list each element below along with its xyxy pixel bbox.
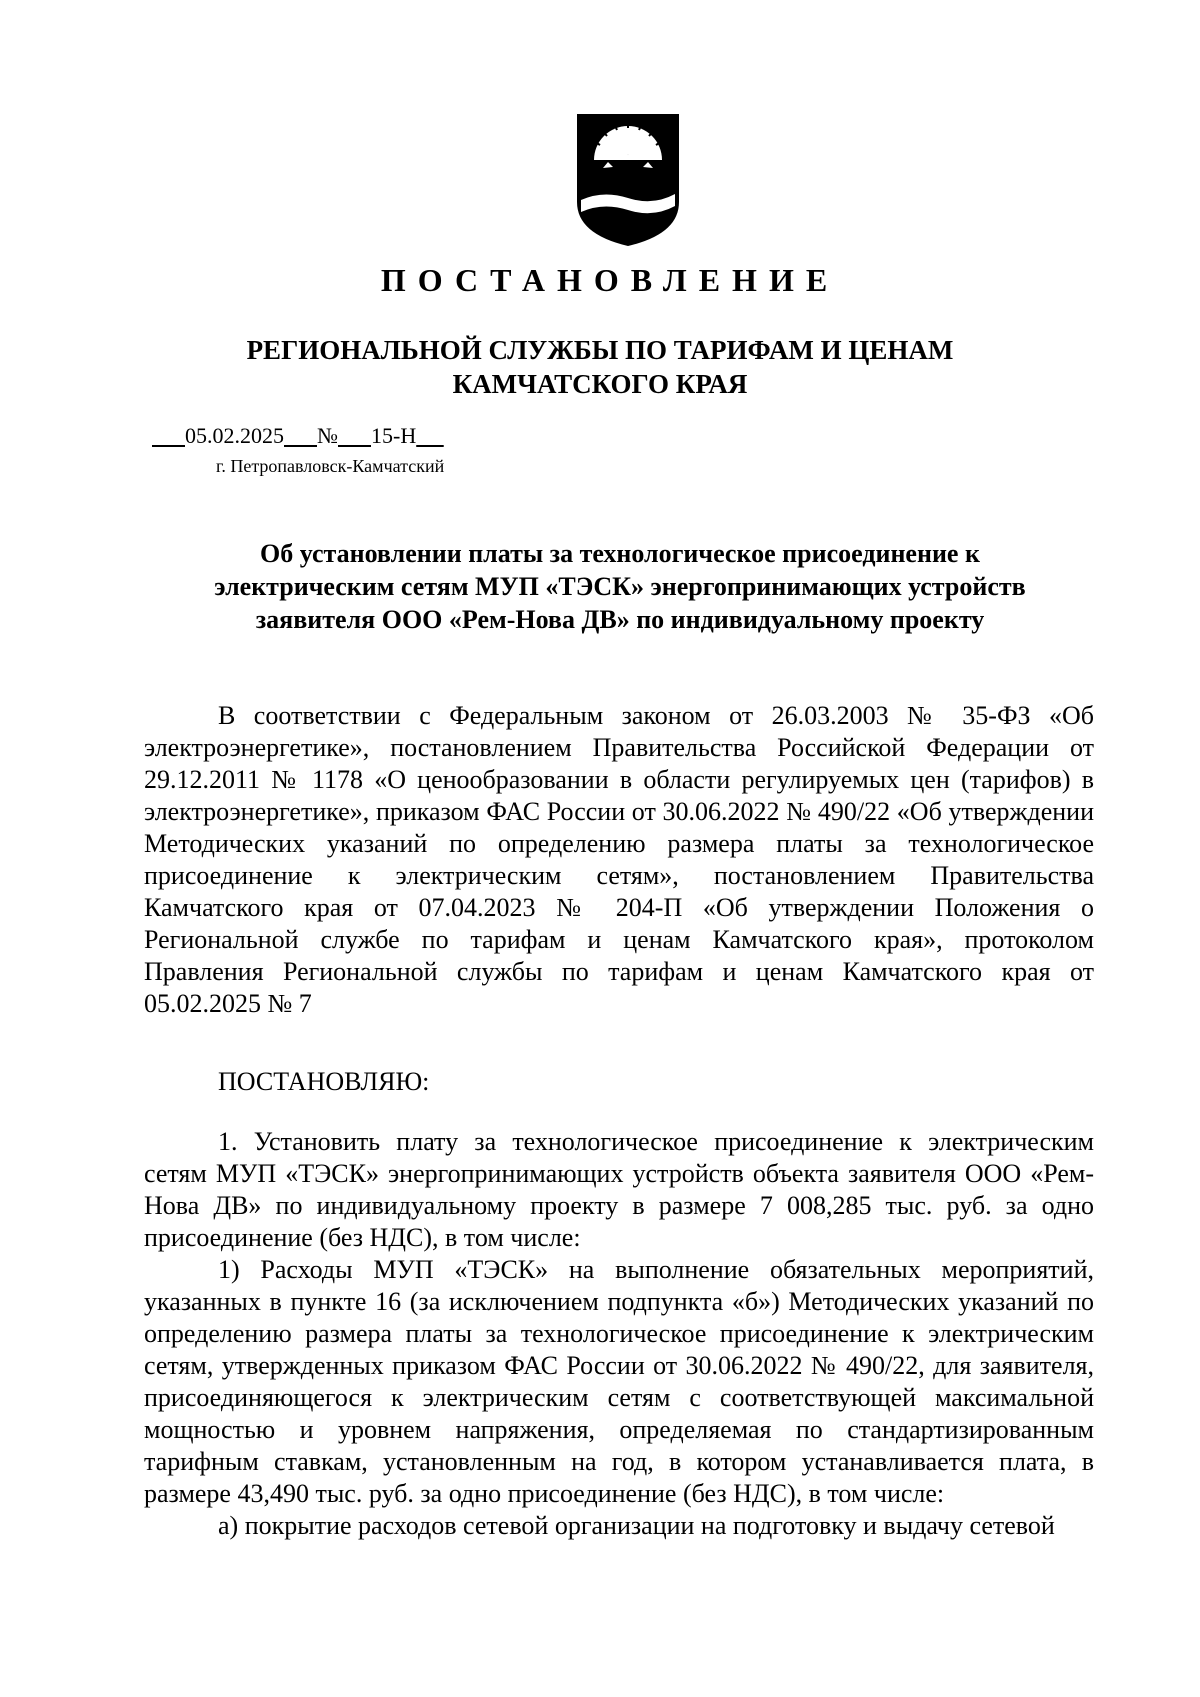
authority-line-1: РЕГИОНАЛЬНОЙ СЛУЖБЫ ПО ТАРИФАМ И ЦЕНАМ (246, 335, 954, 365)
issuing-authority (0, 333, 1200, 401)
preamble-text: В соответствии с Федеральным законом от 26.03.2003 № 35-ФЗ «Об электроэнергетике», постановлением Правительства Российской Федерации от 29.12.2011 № 1178 «О ценообразовании в области регулируемых цен (тарифов) в электроэнергетике», приказом ФАС России от 30.06.2022 № 490/22 «Об утверждении Методических указаний по определению размера платы за технологическое присоединение к электрическим сетям», постановлением Правительства Камчатского края от 07.04.2023 № 204-П «Об утверждении Положения о Региональной службе по тарифам и ценам Камчатского края», протоколом Правления Региональной службы по тарифам и ценам Камчатского края от 05.02.2025 № 7 (144, 701, 1094, 1018)
preamble-paragraph (144, 700, 1094, 1020)
item-1-subitem-1: 1) Расходы МУП «ТЭСК» на выполнение обязательных мероприятий, указанных в пункте 16 (за исключением подпункта «б») Методических указаний по определению размера платы за технологическое присоединение к электрическим сетям, утвержденных приказом ФАС России от 30.06.2022 № 490/22, для заявителя, присоединяющегося к электрическим сетям с соответствующей максимальной мощностью и уровнем напряжения, определяемая по стандартизированным тарифным ставкам, установленным на год, в котором устанавливается плата, в размере 43,490 тыс. руб. за одно присоединение (без НДС), в том числе: (144, 1255, 1094, 1508)
authority-line-2: КАМЧАТСКОГО КРАЯ (452, 369, 748, 399)
decree-text: ПОСТАНОВЛЯЮ: (218, 1067, 430, 1096)
item-1: 1. Установить плату за технологическое присоединение к электрическим сетям МУП «ТЭСК» энергопринимающих устройств объекта заявителя ООО «Рем-Нова ДВ» по индивидуальному проекту в размере 7 008,285 тыс. руб. за одно присоединение (без НДС), в том числе: (144, 1127, 1094, 1252)
decree-heading (144, 1066, 1094, 1098)
item-1-subitem-1-a: а) покрытие расходов сетевой организации на подготовку и выдачу сетевой (218, 1511, 1055, 1540)
subject-line-3: заявителя ООО «Рем-Нова ДВ» по индивидуальному проекту (255, 605, 985, 634)
document-date: 05.02.2025 (185, 423, 284, 448)
subject-line-2: электрическим сетям МУП «ТЭСК» энергопринимающих устройств (214, 572, 1026, 601)
decree-items (144, 1126, 1094, 1542)
document-subject (150, 537, 1090, 636)
date-number-line (152, 423, 444, 449)
document-type-title: ПОСТАНОВЛЕНИЕ (380, 262, 840, 298)
number-sign: № (317, 423, 338, 448)
coat-of-arms-emblem (573, 110, 683, 248)
issue-city: г. Петропавловск-Камчатский (216, 456, 445, 476)
document-number: 15-Н (371, 423, 417, 448)
subject-line-1: Об установлении платы за технологическое присоединение к (260, 539, 980, 568)
